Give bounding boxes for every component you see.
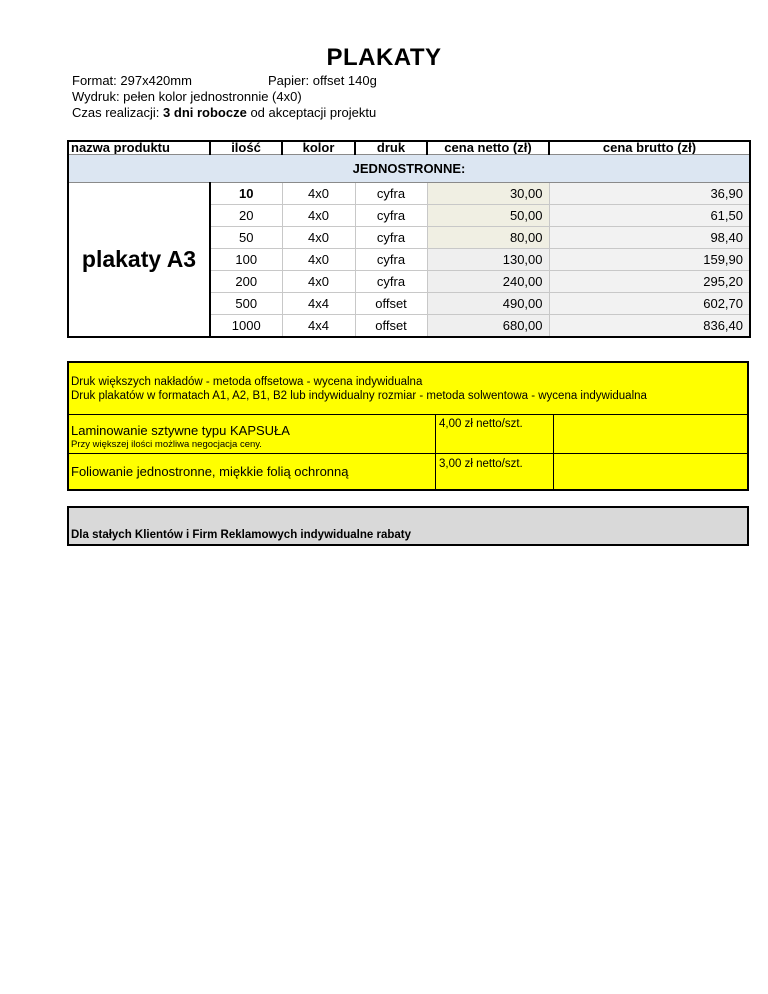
offset-note: Druk większych nakładów - metoda offsetowa - wycena indywidualna: [71, 376, 423, 388]
table-row: [68, 183, 750, 205]
color-cell: 4x4: [282, 293, 355, 315]
header-product: nazwa produktu: [68, 141, 210, 155]
print-cell: cyfra: [355, 271, 427, 293]
price-table: [67, 140, 751, 338]
gross-price-cell: 836,40: [549, 315, 750, 338]
divider: [553, 414, 554, 489]
gross-price-cell: 36,90: [549, 183, 750, 205]
print-cell: cyfra: [355, 183, 427, 205]
qty-cell: 200: [210, 271, 282, 293]
solvent-note: Druk plakatów w formatach A1, A2, B1, B2 lub indywidualny rozmiar - metoda solwentowa - wycena indywidualna: [71, 390, 647, 402]
header-qty: ilość: [210, 141, 282, 155]
print-cell: cyfra: [355, 227, 427, 249]
net-price-cell: 80,00: [427, 227, 549, 249]
color-cell: 4x4: [282, 315, 355, 338]
divider: [435, 414, 436, 489]
print-info: Wydruk: pełen kolor jednostronnie (4x0): [72, 89, 302, 104]
discount-text: Dla stałych Klientów i Firm Reklamowych indywidualne rabaty: [71, 529, 411, 541]
time-suffix: od akceptacji projektu: [246, 105, 377, 120]
qty-cell: 100: [210, 249, 282, 271]
page-title: PLAKATY: [326, 44, 442, 71]
color-cell: 4x0: [282, 271, 355, 293]
product-name: plakaty A3: [68, 183, 210, 338]
net-price-cell: 680,00: [427, 315, 549, 338]
qty-cell: 50: [210, 227, 282, 249]
time-prefix: Czas realizacji:: [72, 105, 164, 120]
color-cell: 4x0: [282, 205, 355, 227]
color-cell: 4x0: [282, 227, 355, 249]
divider: [69, 453, 747, 454]
format-text: Format: 297x420mm: [72, 73, 192, 88]
print-cell: cyfra: [355, 205, 427, 227]
foil-price: 3,00 zł netto/szt.: [439, 458, 523, 470]
notes-box: [67, 361, 749, 491]
lamination-note: Przy większej ilości możliwa negocjacja ceny.: [71, 439, 262, 450]
section-label: JEDNOSTRONNE:: [68, 155, 750, 183]
header-row: [68, 141, 750, 155]
paper-text: Papier: offset 140g: [267, 73, 377, 88]
print-cell: offset: [355, 293, 427, 315]
gross-price-cell: 295,20: [549, 271, 750, 293]
qty-cell: 20: [210, 205, 282, 227]
gross-price-cell: 61,50: [549, 205, 750, 227]
net-price-cell: 30,00: [427, 183, 549, 205]
format-info: [72, 73, 377, 89]
qty-cell: 500: [210, 293, 282, 315]
gross-price-cell: 159,90: [549, 249, 750, 271]
color-cell: 4x0: [282, 183, 355, 205]
section-row: [68, 155, 750, 183]
print-cell: offset: [355, 315, 427, 338]
lamination-label: Laminowanie sztywne typu KAPSUŁA: [71, 423, 290, 438]
qty-cell: 10: [210, 183, 282, 205]
lamination-price: 4,00 zł netto/szt.: [439, 418, 523, 430]
net-price-cell: 50,00: [427, 205, 549, 227]
color-cell: 4x0: [282, 249, 355, 271]
time-bold: 3 dni robocze: [163, 105, 247, 120]
header-gross: cena brutto (zł): [549, 141, 750, 155]
net-price-cell: 130,00: [427, 249, 549, 271]
time-info: [72, 105, 376, 121]
qty-cell: 1000: [210, 315, 282, 338]
foil-label: Foliowanie jednostronne, miękkie folią ochronną: [71, 464, 349, 479]
print-cell: cyfra: [355, 249, 427, 271]
header-print: druk: [355, 141, 427, 155]
gross-price-cell: 98,40: [549, 227, 750, 249]
divider: [69, 414, 747, 415]
net-price-cell: 490,00: [427, 293, 549, 315]
header-color: kolor: [282, 141, 355, 155]
net-price-cell: 240,00: [427, 271, 549, 293]
gross-price-cell: 602,70: [549, 293, 750, 315]
header-net: cena netto (zł): [427, 141, 549, 155]
discount-box: [67, 506, 749, 546]
